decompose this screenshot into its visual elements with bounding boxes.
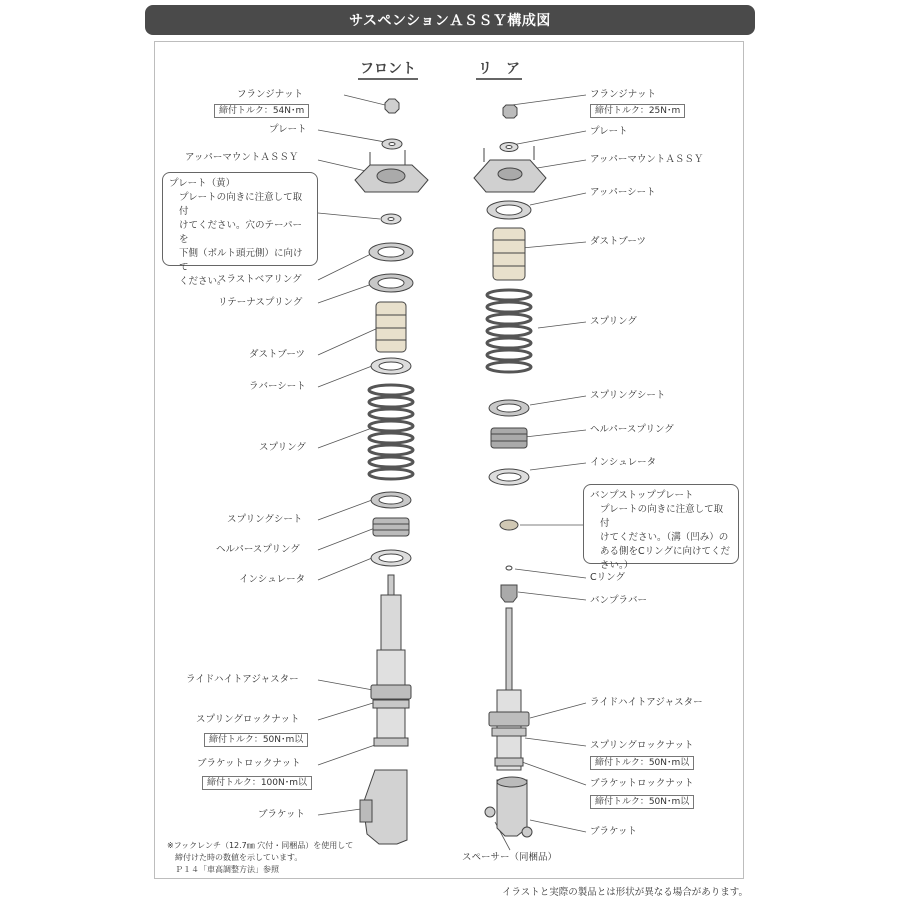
front-plate-note-title: プレート（黄） [169,178,236,189]
rear-upper-seat-label: アッパーシート [590,187,656,198]
leader-front-spring [318,428,372,448]
leader-front-insulator [318,558,372,580]
front-dust-boot-label: ダストブーツ [249,349,306,360]
front-upper-mount-label: アッパーマウントＡＳＳＹ [185,152,299,163]
rear-c-ring-label: Cリング [590,572,625,583]
rear-plate-label: プレート [590,126,628,137]
front-plate-note-body: プレートの向きに注意して取付 けてください。穴のテーパーを 下側（ボルト頭元側）に向けて ください。 [179,192,303,287]
leader-rear-helper-spring [525,430,586,437]
rear-helper-spring-part [491,428,527,448]
front-bracket-lock-nut-part [374,738,408,746]
rear-insulator-label: インシュレータ [590,457,657,468]
front-dust-boot-part [376,302,406,352]
rear-ride-height-adjuster-part [489,712,529,726]
front-retainer-spring-label: リテーナスプリング [218,297,303,308]
rear-bracket-label: ブラケット [590,826,638,837]
rear-bump-rubber-part [501,585,517,602]
front-shock-body [381,595,401,650]
leader-front-ride-height [318,680,373,690]
rear-bump-stop-note-body: プレートの向きに注意して取付 けてください。（溝（凹み）の ある側をCリングに向けてくだ さい。） [600,504,730,571]
front-thrust-bearing-label: スラストベアリング [217,274,302,285]
leader-front-upper-mount [318,160,370,172]
leader-front-plate-yellow [318,213,380,219]
rear-spacer-label: スペーサー（同梱品） [462,852,558,863]
leader-front-flange-nut [344,95,385,105]
leader-rear-bracket [530,820,586,832]
front-bracket-label: ブラケット [258,809,306,820]
leader-rear-spring [538,322,586,328]
rear-spring-lock-nut-torque: 締付トルク：50N･m以 [590,756,694,770]
leader-front-spring-seat [318,500,372,520]
rear-bump-stop-note [583,484,739,571]
rear-bump-stop-plate-part [500,520,518,530]
leader-rear-spring-seat [530,396,586,405]
page-title: サスペンションＡＳＳＹ構成図 [145,5,755,35]
leader-front-bracket-lock-nut [318,745,375,765]
front-helper-spring-part [373,518,409,536]
front-spring-part [369,385,413,479]
rear-c-ring-part [506,566,512,570]
front-spring-lock-nut-label: スプリングロックナット [196,714,300,725]
rear-spring-lock-nut-part [492,728,526,736]
front-insulator-label: インシュレータ [239,574,306,585]
rear-bracket-lock-nut-part [495,758,523,766]
rear-spring-seat-label: スプリングシート [590,390,666,401]
rear-bump-rubber-label: バンプラバー [590,595,648,606]
leader-rear-insulator [530,463,586,470]
rear-bump-stop-note-title: バンプストッププレート [590,490,694,501]
leader-front-spring-lock-nut [318,703,373,720]
leader-rear-ride-height [530,703,586,718]
rear-upper-mount-label: アッパーマウントＡＳＳＹ [590,154,704,165]
front-spring-label: スプリング [259,442,306,453]
front-plate-label: プレート [269,124,307,135]
front-spring-lock-nut-part [373,700,409,708]
rear-ride-height-adjuster-label: ライドハイトアジャスター [590,697,703,708]
front-rubber-seat-label: ラバーシート [249,381,306,392]
front-flange-nut-label: フランジナット [237,89,304,100]
rear-column-title: リ ア [476,60,522,80]
leader-rear-spring-lock-nut [525,738,586,746]
front-column-title: フロント [358,60,418,80]
rear-spring-part [487,290,531,372]
rear-flange-nut-torque: 締付トルク：25N･m [590,104,685,118]
front-bracket-lock-nut-label: ブラケットロックナット [197,758,301,769]
leader-front-helper-spring [318,528,375,550]
rear-piston-rod [506,608,512,690]
rear-spring-label: スプリング [590,316,637,327]
front-spring-lock-nut-torque: 締付トルク：50N･m以 [204,733,308,747]
rear-bracket-part [497,780,527,836]
rear-dust-boot-label: ダストブーツ [590,236,647,247]
front-footnote: ※フックレンチ（12.7㎜ 穴付・同梱品）を使用して 締付けた時の数値を示しています。 Ｐ１４「車高調整方法」参照 [167,841,354,874]
front-ride-height-adjuster-part [371,685,411,699]
rear-bracket-lock-nut-label: ブラケットロックナット [590,778,694,789]
leader-rear-flange-nut [512,95,586,105]
leader-front-rubber-seat [318,366,372,387]
leader-rear-plate [512,131,586,145]
front-ride-height-adjuster-label: ライドハイトアジャスター [186,674,299,685]
rear-spring-lock-nut-label: スプリングロックナット [590,740,694,751]
leader-front-plate [318,130,385,142]
disclaimer: イラストと実際の製品とは形状が異なる場合があります。 [502,887,748,898]
leader-rear-dust-boot [522,242,586,248]
leader-rear-upper-seat [530,193,586,205]
front-spring-seat-label: スプリングシート [227,514,303,525]
leader-rear-bracket-lock-nut [522,762,586,785]
front-bracket-lock-nut-torque: 締付トルク：100N･m以 [202,776,312,790]
front-piston-rod [388,575,394,595]
front-helper-spring-label: ヘルパースプリング [216,544,300,555]
rear-dust-boot-part [493,228,525,280]
leader-rear-c-ring [515,569,586,578]
leader-rear-bump-rubber [518,592,586,600]
front-flange-nut-torque: 締付トルク：54N･m [214,104,309,118]
rear-spacer-part [485,807,495,817]
leader-front-retainer-spring [318,283,375,303]
rear-bracket-lock-nut-torque: 締付トルク：50N･m以 [590,795,694,809]
rear-helper-spring-label: ヘルパースプリング [590,424,674,435]
leader-front-dust-boot [318,328,378,355]
rear-flange-nut-label: フランジナット [590,89,657,100]
rear-flange-nut-part [503,105,517,118]
leader-front-thrust-bearing [318,252,375,280]
front-flange-nut-part [385,99,399,113]
